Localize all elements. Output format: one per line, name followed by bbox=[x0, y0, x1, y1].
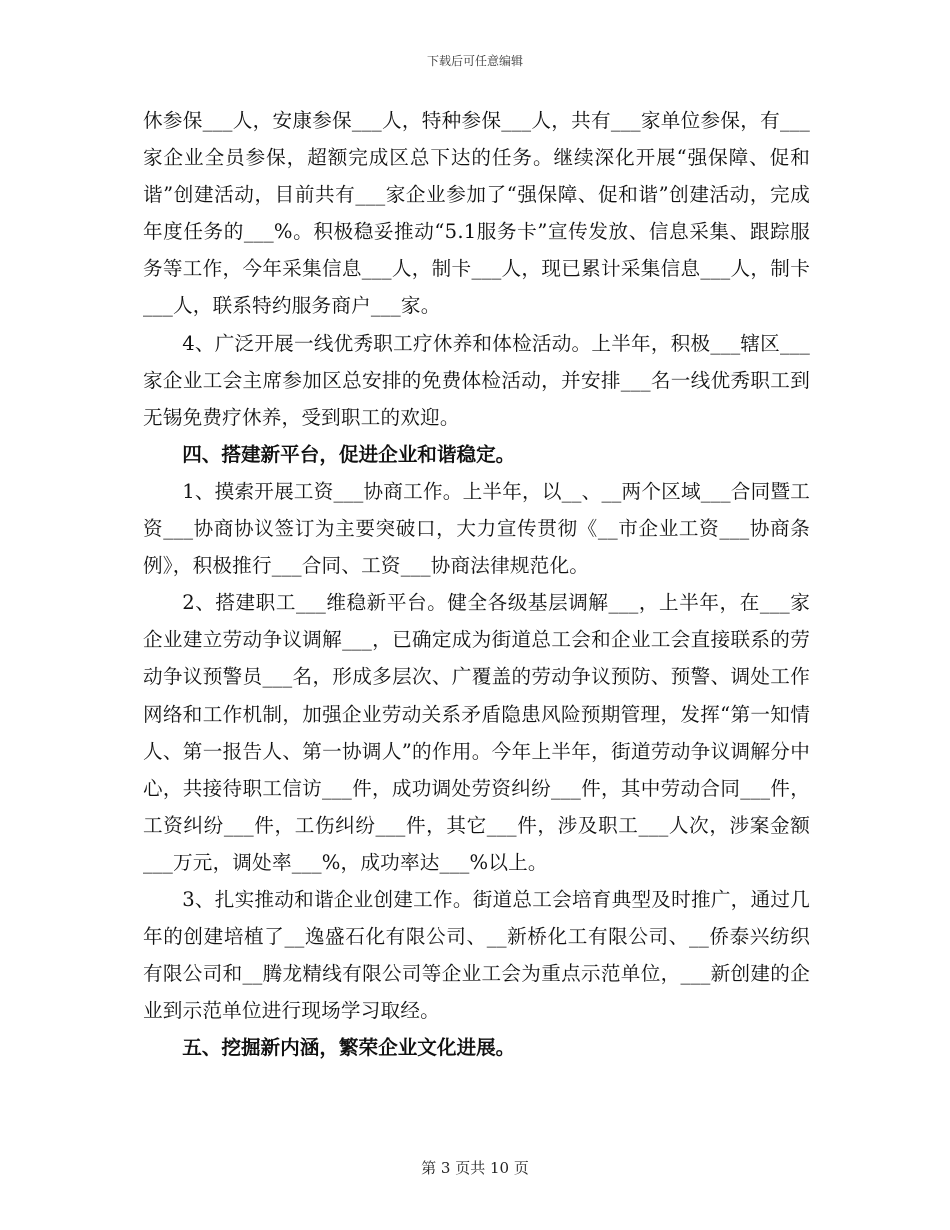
section-heading-4: 四、搭建新平台，促进企业和谐稳定。 bbox=[182, 442, 516, 466]
page-header: 下载后可任意编辑 bbox=[426, 54, 523, 68]
paragraph-health-checkup: 4、广泛开展一线优秀职工疗休养和体检活动。上半年，积极___辖区___家企业工会主席参加区总安排的免费体检活动，并安排___名一线优秀职工到无锡免费疗休养，受到职工的欢迎。 bbox=[143, 331, 810, 429]
page-footer: 第 3 页共 10 页 bbox=[421, 1159, 529, 1177]
paragraph-insurance-continued: 休参保___人，安康参保___人，特种参保___人，共有___家单位参保，有___家企业全员参保，超额完成区总下达的任务。继续深化开展“强保障、促和谐”创建活动，目前共有___家企业参加了“强保障、促和谐”创建活动，完成年度任务的___%。积极稳妥推动“5.1服务卡”宣传发放、信息采集、跟踪服务等工作，今年采集信息___人，制卡___人，现已累计采集信息___人，制卡___人，联系特约服务商户___家。 bbox=[143, 109, 810, 318]
paragraph-harmonious-enterprise: 3、扎实推动和谐企业创建工作。街道总工会培育典型及时推广，通过几年的创建培植了__逸盛石化有限公司、__新桥化工有限公司、__侨泰兴纺织有限公司和__腾龙精线有限公司等企业工会为重点示范单位，___新创建的企业到示范单位进行现场学习取经。 bbox=[143, 887, 810, 1023]
section-heading-5: 五、挖掘新内涵，繁荣企业文化进展。 bbox=[182, 1036, 516, 1060]
paragraph-labor-dispute: 2、搭建职工___维稳新平台。健全各级基层调解___，上半年，在___家企业建立劳动争议调解___，已确定成为街道总工会和企业工会直接联系的劳动争议预警员___名，形成多层次、广覆盖的劳动争议预防、预警、调处工作网络和工作机制，加强企业劳动关系矛盾隐患风险预期管理，发挥“第一知情人、第一报告人、第一协调人”的作用。今年上半年，街道劳动争议调解分中心，共接待职工信访___件，成功调处劳资纠纷___件，其中劳动合同___件，工资纠纷___件，工伤纠纷___件，其它___件，涉及职工___人次，涉案金额___万元，调处率___%，成功率达___%以上。 bbox=[143, 591, 810, 874]
document-body bbox=[143, 102, 810, 1066]
paragraph-wage-negotiation: 1、摸索开展工资___协商工作。上半年，以__、__两个区域___合同暨工资___协商协议签订为主要突破口，大力宣传贯彻《__市企业工资___协商条例》，积极推行___合同、工资___协商法律规范化。 bbox=[143, 479, 810, 578]
